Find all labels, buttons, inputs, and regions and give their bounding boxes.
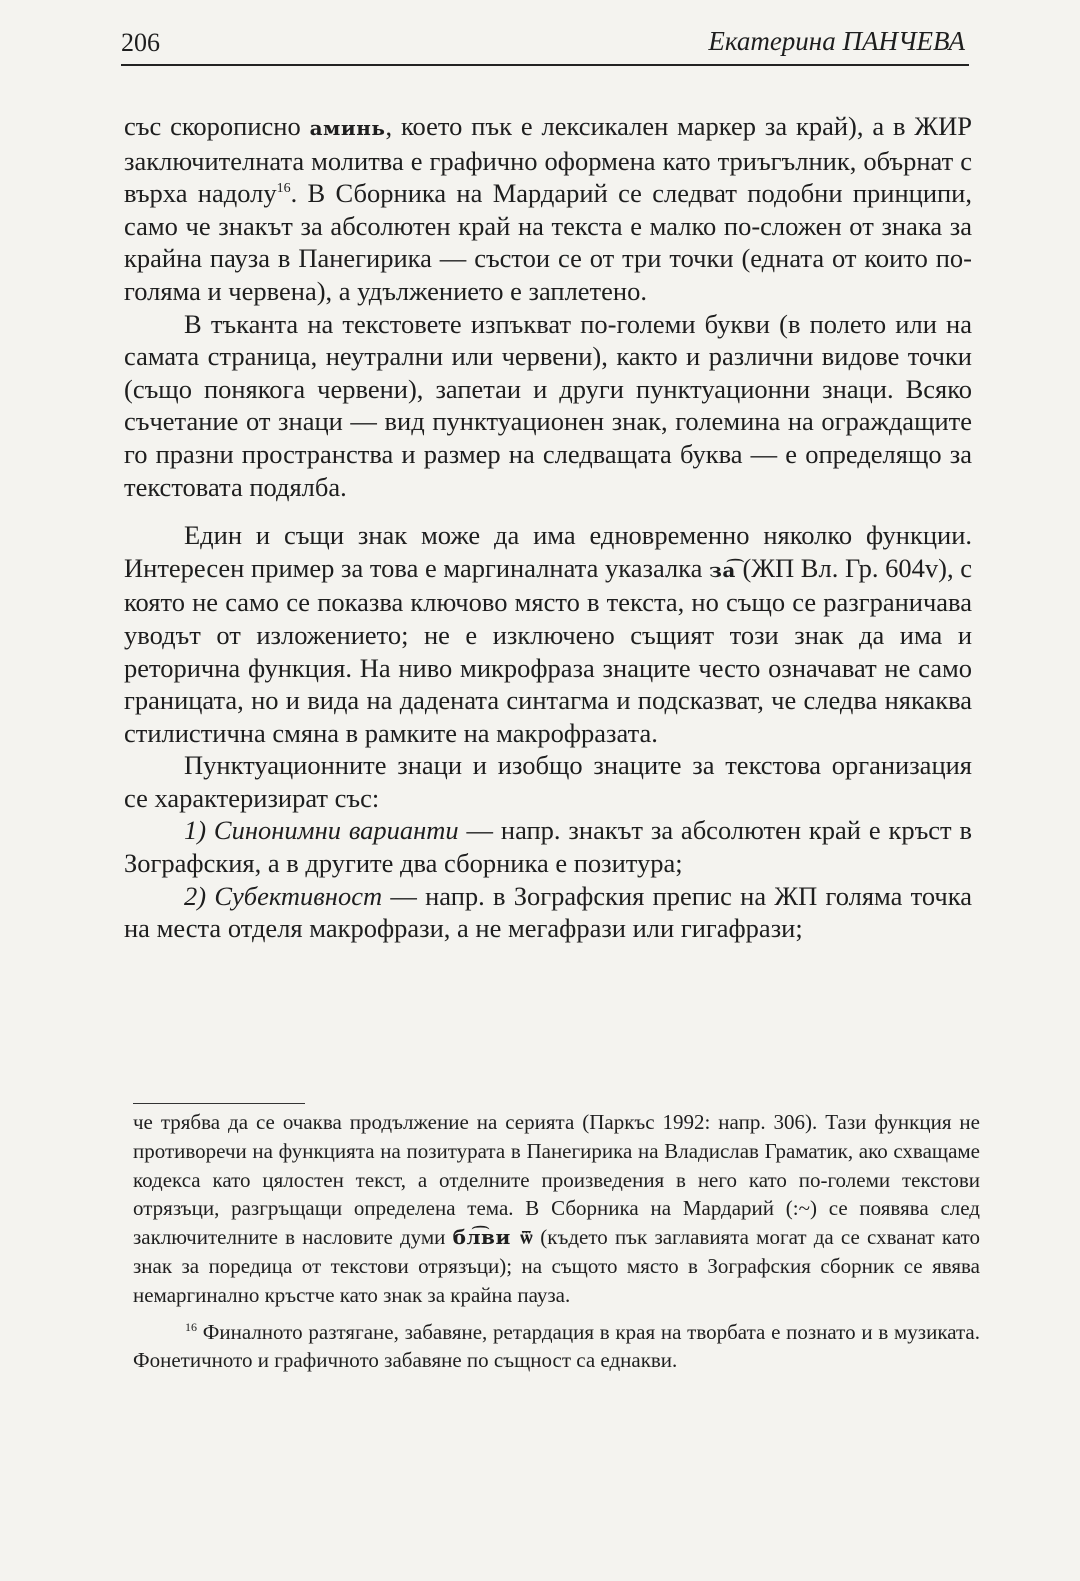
paragraph-2: В тъканта на текстовете изпъкват по-големи букви (в полето или на самата страница, неутрални или червени), както и различни видове точки (също понякога червени), запетаи и други пунктуационни знаци. Всяко съчетание от знаци — вид пунктуационен знак, големина на ограждащите го празни пространства и размер на следващата буква — е определящо за текстовата подялба.	[124, 308, 972, 502]
footnotes	[133, 1108, 980, 1375]
list-item: 1) Синонимни варианти — напр. знакът за абсолютен край е кръст в Зографския, а в другите два сборника е позитура;	[124, 815, 972, 879]
list-item: 2) Субективност — напр. в Зографския препис на ЖП голяма точка на места отделя макрофрази, а не мегафрази или гигафрази;	[124, 880, 972, 944]
footnote-divider	[133, 1103, 305, 1104]
church-slavonic-word: аминь	[309, 116, 386, 140]
main-text	[124, 110, 972, 945]
page-number: 206	[121, 28, 160, 57]
marginal-mark: за͡	[709, 557, 736, 582]
footnote-continuation: че трябва да се очаква продължение на серията (Паркъс 1992: напр. 306). Тази функция не противоречи на функцията на позитурата в Панегирика на Владислав Граматик, ако схващаме кодекса като цялостен текст, а отделните произведения в него като по-големи текстови отрязъци, разгръщащи определена тема. В Сборника на Мардарий (:~) се появява след заключителните в насловите думи бл͡ви ѿ (където пък заглавията могат да се схванат като знак за поредица от текстови отрязъци); на същото място в Зографския сборник се явява немаргинално кръстче като знак за крайна пауза.	[133, 1110, 980, 1307]
page-header	[121, 22, 969, 66]
running-head: Екатерина ПАНЧЕВА	[708, 26, 965, 56]
paragraph-3: Един и същи знак може да има едновременно няколко функции. Интересен пример за това е маргиналната указалка за͡ (ЖП Вл. Гр. 604v), с която не само се показва ключово място в текста, но също се разграничава уводът от изложението; не е изключено същият този знак да има и реторична функция. На ниво микрофраза знаците често означават не само границата, но и вида на дадената синтагма и подсказват, че следва някаква стилистична смяна в рамките на макрофразата.	[124, 520, 972, 748]
paragraph-4: Пунктуационните знаци и изобщо знаците за текстова организация се характеризират със:	[124, 750, 972, 813]
church-slavonic-phrase: бл͡ви ѿ	[452, 1225, 534, 1250]
footnote-number: 16	[185, 1319, 197, 1334]
footnote-16: $^{16}$ Финалното разтягане, забавяне, ретардация в края на творбата е познато и в музиката. Фонетичното и графичното забавяне по същност са еднакви.	[133, 1319, 980, 1373]
footnote-ref-16: 16	[276, 181, 291, 197]
paragraph-1: със скорописно аминь, което пък е лексикален маркер за край), а в ЖИР заключителната молитва е графично оформена като триъгълник, обърнат с върха надолу$^{16}$. В Сборника на Мардарий се следват подобни принципи, само че знакът за абсолютен край на текста е малко по-сложен от знака за крайна пауза в Панегирика — състои се от три точки (едната от които по-голяма и червена), а удължението е заплетено.	[124, 111, 973, 306]
list-item-label: 2) Субективност	[184, 880, 383, 911]
list-item-label: 1) Синонимни варианти	[184, 815, 459, 846]
